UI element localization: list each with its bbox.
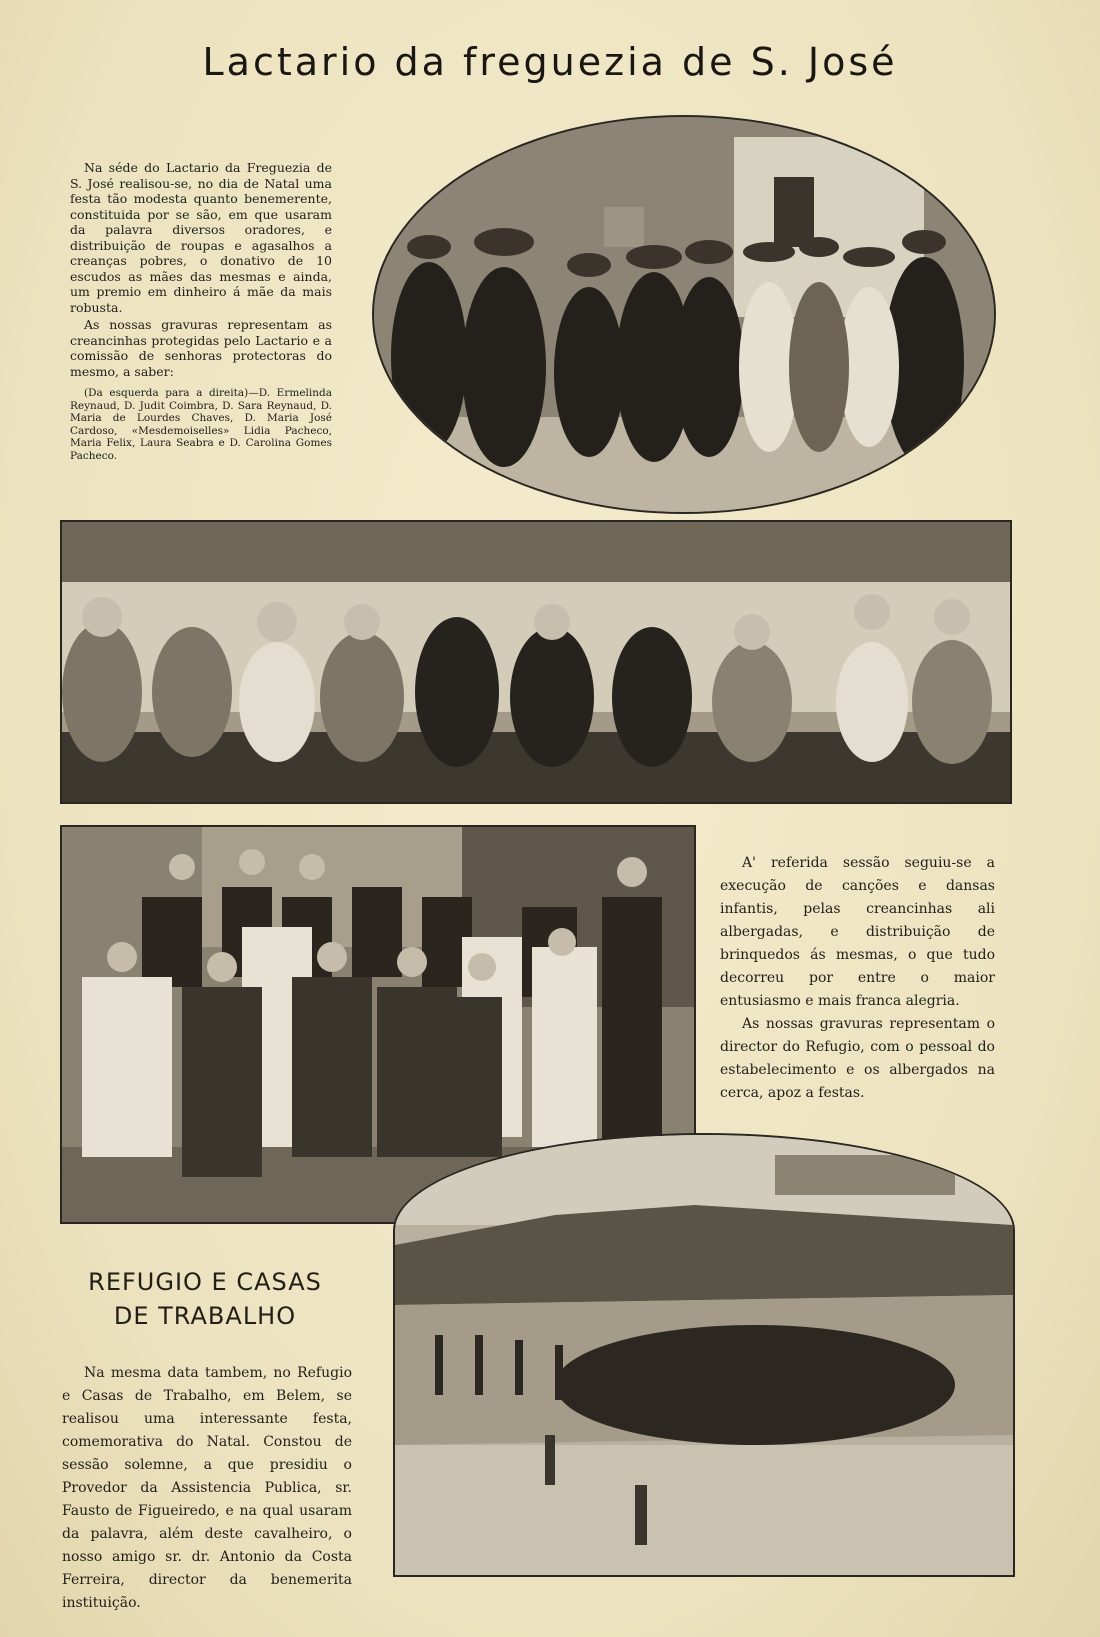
intro-paragraph-2: As nossas gravuras representam as creancinhas protegidas pelo Lactario e a comissão de senhoras protectoras do mesmo, a saber: xyxy=(70,317,332,379)
intro-paragraph-1: Na séde do Lactario da Freguezia de S. José realisou-se, no dia de Natal uma festa tão modesta quanto benemerente, constituida por se são, em que usaram da palavra diversos oradores, e distribuição de roupas e agasalhos a creanças pobres, o donativo de 10 escudos as mães das mesmas e ainda, um premio em dinheiro á mãe da mais robusta. xyxy=(70,160,332,315)
refuge-yard-photo xyxy=(393,1133,1015,1577)
ladies-group-photo xyxy=(372,115,996,514)
page-title: Lactario da freguezia de S. José xyxy=(202,40,898,84)
refuge-paragraph: Na mesma data tambem, no Refugio e Casas de Trabalho, em Belem, se realisou uma interessante festa, comemorativa do Natal. Constou de sessão solemne, a que presidiu o Provedor da Assistencia Publica, sr. Fausto de Figueiredo, e na qual usaram da palavra, além deste cavalheiro, o nosso amigo sr. dr. Antonio da Costa Ferreira, director da benemerita instituição. xyxy=(62,1365,352,1611)
right-paragraph-1: A' referida sessão seguiu-se a execução de canções e dansas infantis, pelas creancinhas ali albergadas, e distribuição de brinquedos ás mesmas, o que tudo decorreu por entre o maior entusiasmo e mais franca alegria. xyxy=(720,855,995,1009)
intro-text xyxy=(70,160,332,464)
refuge-right-text xyxy=(720,852,995,1105)
section-heading xyxy=(60,1265,350,1333)
refuge-intro-text xyxy=(62,1362,352,1615)
ladies-caption: (Da esquerda para a direita)—D. Ermelinda Reynaud, D. Judit Coimbra, D. Sara Reynaud, D. Maria de Lourdes Chaves, D. Maria José Cardoso, «Mesdemoiselles» Lidia Pacheco, Maria Felix, Laura Seabra e D. Carolina Gomes Pacheco. xyxy=(70,387,332,462)
right-paragraph-2: As nossas gravuras representam o director do Refugio, com o pessoal do estabelecimento e os albergados na cerca, apoz a festas. xyxy=(720,1016,995,1101)
section-heading-line-1: REFUGIO E CASAS xyxy=(88,1268,322,1296)
children-row-photo xyxy=(60,520,1012,804)
section-heading-line-2: DE TRABALHO xyxy=(113,1302,297,1330)
